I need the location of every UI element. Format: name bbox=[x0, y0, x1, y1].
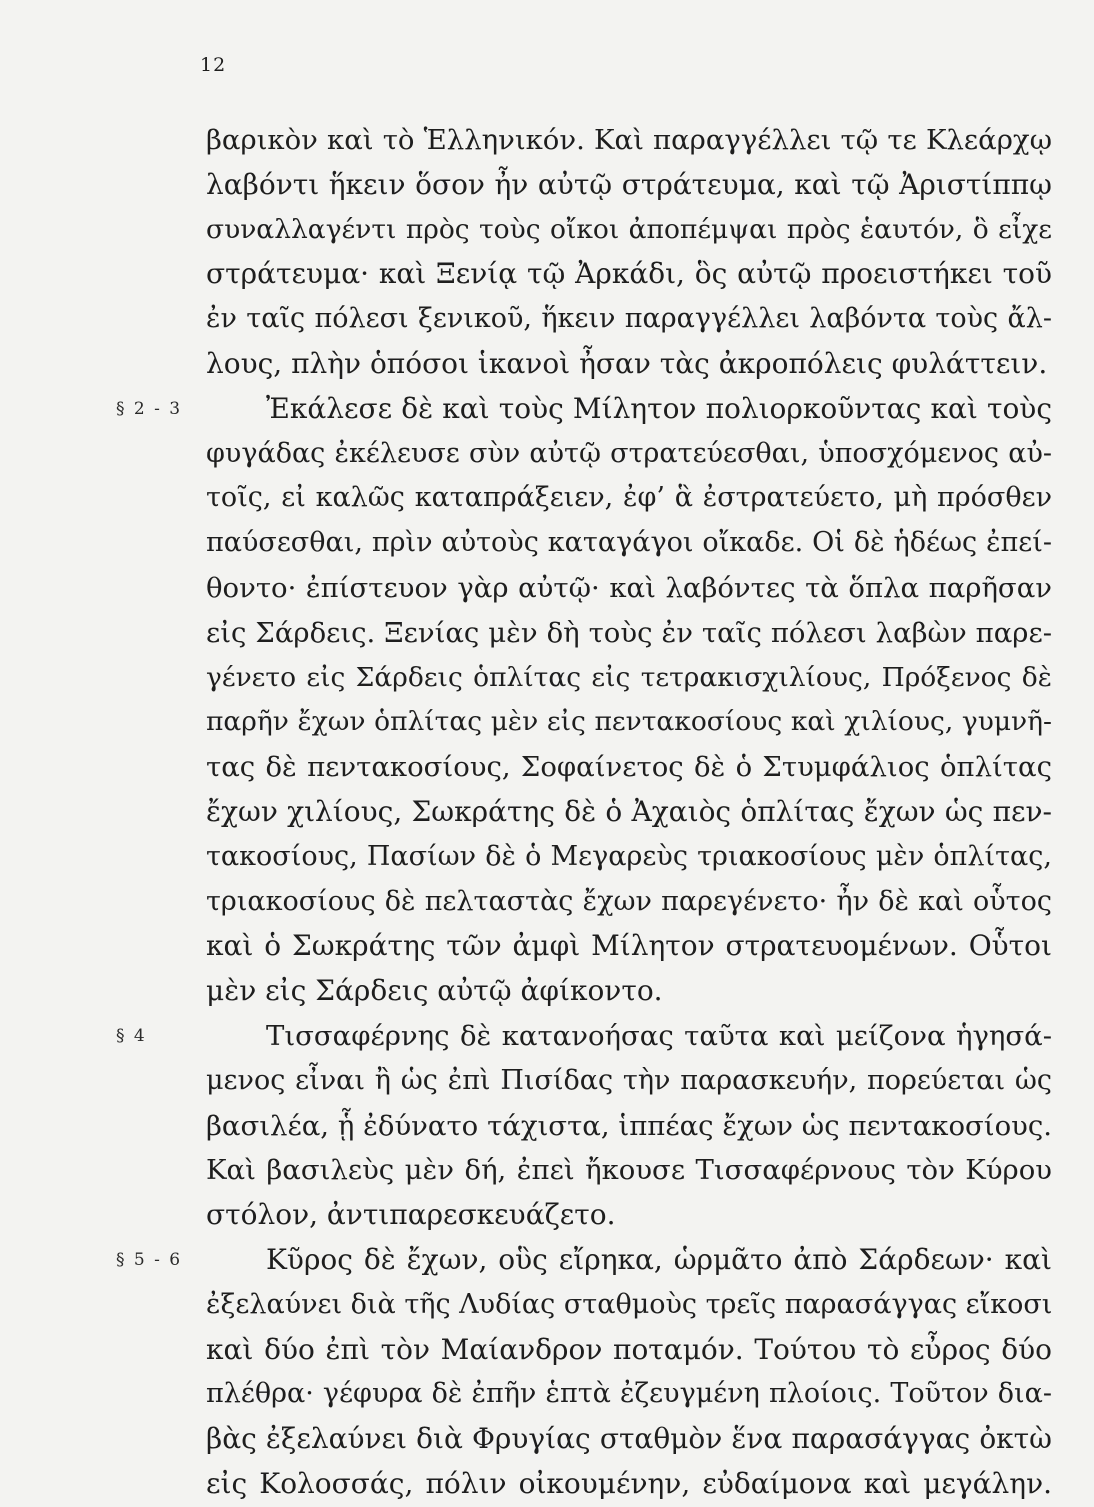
line-text: καὶ δύο ἐπὶ τὸν Μαίανδρον ποταμόν. Τούτου τὸ εὖρος δύο bbox=[206, 1332, 1052, 1366]
line-text: συναλλαγέντι πρὸς τοὺς οἴκοι ἀποπέμψαι πρὸς ἑαυτόν, ὃ εἶχε bbox=[206, 213, 1052, 245]
text-line bbox=[116, 387, 1052, 432]
text-line bbox=[206, 835, 1052, 880]
line-text: Τισσαφέρνης δὲ κατανοήσας ταῦτα καὶ μείζονα ἡγησά- bbox=[266, 1019, 1052, 1052]
text-line bbox=[116, 1238, 1052, 1283]
text-line bbox=[206, 432, 1052, 477]
line-text: καὶ ὁ Σωκράτης τῶν ἀμφὶ Μίλητον στρατευομένων. Οὗτοι bbox=[206, 929, 1052, 963]
line-text: τακοσίους, Πασίων δὲ ὁ Μεγαρεὺς τριακοσίους μὲν ὁπλίτας, bbox=[206, 840, 1052, 872]
line-text: ἔχων χιλίους, Σωκράτης δὲ ὁ Ἀχαιὸς ὁπλίτας ἔχων ὡς πεν- bbox=[206, 794, 1052, 828]
text-line bbox=[206, 790, 1052, 835]
line-text: λους, πλὴν ὁπόσοι ἱκανοὶ ἦσαν τὰς ἀκροπόλεις φυλάττειν. bbox=[206, 346, 1048, 380]
text-line bbox=[206, 611, 1052, 656]
greek-text-body bbox=[116, 118, 1053, 1507]
line-text: εἰς Κολοσσάς, πόλιν οἰκουμένην, εὐδαίμονα καὶ μεγάλην. bbox=[206, 1466, 1052, 1500]
line-text: θοντο· ἐπίστευον γὰρ αὐτῷ· καὶ λαβόντες τὰ ὅπλα παρῆσαν bbox=[206, 571, 1052, 604]
line-text: βασιλέα, ᾗ ἐδύνατο τάχιστα, ἱππέας ἔχων ὡς πεντακοσίους. bbox=[206, 1109, 1052, 1142]
line-text: τριακοσίους δὲ πελταστὰς ἔχων παρεγένετο· ἦν δὲ καὶ οὗτος bbox=[206, 885, 1052, 917]
line-text: στράτευμα· καὶ Ξενίᾳ τῷ Ἀρκάδι, ὃς αὐτῷ προειστήκει τοῦ bbox=[206, 257, 1052, 291]
line-text: τας δὲ πεντακοσίους, Σοφαίνετος δὲ ὁ Στυμφάλιος ὁπλίτας bbox=[206, 751, 1052, 784]
text-line bbox=[206, 1059, 1052, 1104]
line-text: μενος εἶναι ἢ ὡς ἐπὶ Πισίδας τὴν παρασκευήν, πορεύεται ὡς bbox=[206, 1064, 1052, 1096]
text-line bbox=[206, 521, 1052, 566]
line-text: βὰς ἐξελαύνει διὰ Φρυγίας σταθμὸν ἕνα παρασάγγας ὀκτὼ bbox=[206, 1422, 1052, 1456]
section-marker: § 4 bbox=[116, 1025, 147, 1046]
text-line bbox=[206, 118, 1052, 163]
line-text: τοῖς, εἰ καλῶς καταπράξειεν, ἐφ’ ἃ ἐστρατεύετο, μὴ πρόσθεν bbox=[206, 482, 1052, 514]
text-line bbox=[206, 656, 1052, 701]
text-line bbox=[206, 476, 1052, 521]
text-line bbox=[206, 745, 1052, 790]
line-text: Ἐκάλεσε δὲ καὶ τοὺς Μίλητον πολιορκοῦντας καὶ τοὺς bbox=[266, 391, 1052, 425]
text-line bbox=[206, 163, 1052, 208]
line-text: παύσεσθαι, πρὶν αὐτοὺς καταγάγοι οἴκαδε. Οἱ δὲ ἡδέως ἐπεί- bbox=[206, 527, 1052, 559]
text-line bbox=[206, 1148, 1052, 1193]
text-line bbox=[206, 208, 1052, 253]
text-line bbox=[116, 1014, 1052, 1059]
line-text: ἐξελαύνει διὰ τῆς Λυδίας σταθμοὺς τρεῖς παρασάγγας εἴκοσι bbox=[206, 1288, 1053, 1320]
line-text: Κῦρος δὲ ἔχων, οὓς εἴρηκα, ὡρμᾶτο ἀπὸ Σάρδεων· καὶ bbox=[266, 1242, 1052, 1276]
section-marker: § 2 - 3 bbox=[116, 398, 183, 419]
text-line bbox=[206, 969, 1052, 1014]
text-line bbox=[206, 880, 1052, 925]
text-line bbox=[206, 700, 1052, 745]
line-text: πλέθρα· γέφυρα δὲ ἐπῆν ἑπτὰ ἐζευγμένη πλοίοις. Τοῦτον δια- bbox=[206, 1378, 1052, 1410]
line-text: βαρικὸν καὶ τὸ Ἑλληνικόν. Καὶ παραγγέλλει τῷ τε Κλεάρχῳ bbox=[206, 124, 1052, 156]
text-line bbox=[206, 1283, 1052, 1328]
text-line bbox=[206, 1193, 1052, 1238]
text-line bbox=[206, 1372, 1052, 1417]
line-text: παρῆν ἔχων ὁπλίτας μὲν εἰς πεντακοσίους καὶ χιλίους, γυμνῆ- bbox=[206, 706, 1052, 738]
text-line bbox=[206, 342, 1052, 387]
section-marker: § 5 - 6 bbox=[116, 1249, 183, 1270]
text-line bbox=[206, 297, 1052, 342]
line-text: ἐν ταῖς πόλεσι ξενικοῦ, ἥκειν παραγγέλλει λαβόντα τοὺς ἄλ- bbox=[206, 303, 1052, 335]
line-text: στόλον, ἀντιπαρεσκευάζετο. bbox=[206, 1198, 616, 1232]
line-text: γένετο εἰς Σάρδεις ὁπλίτας εἰς τετρακισχιλίους, Πρόξενος δὲ bbox=[206, 661, 1052, 693]
line-text: εἰς Σάρδεις. Ξενίας μὲν δὴ τοὺς ἐν ταῖς πόλεσι λαβὼν παρε- bbox=[206, 616, 1052, 649]
text-line bbox=[206, 252, 1052, 297]
line-text: μὲν εἰς Σάρδεις αὐτῷ ἀφίκοντο. bbox=[206, 974, 663, 1008]
page-number: 12 bbox=[200, 54, 227, 76]
text-line bbox=[206, 1328, 1052, 1373]
line-text: Καὶ βασιλεὺς μὲν δή, ἐπεὶ ἤκουσε Τισσαφέρνους τὸν Κύρου bbox=[206, 1154, 1052, 1187]
line-text: λαβόντι ἥκειν ὅσον ἦν αὐτῷ στράτευμα, καὶ τῷ Ἀριστίππῳ bbox=[206, 167, 1052, 201]
text-line bbox=[206, 924, 1052, 969]
line-text: φυγάδας ἐκέλευσε σὺν αὐτῷ στρατεύεσθαι, ὑποσχόμενος αὐ- bbox=[206, 437, 1052, 469]
text-line bbox=[206, 1104, 1052, 1149]
text-line bbox=[206, 566, 1052, 611]
text-line bbox=[206, 1417, 1052, 1462]
